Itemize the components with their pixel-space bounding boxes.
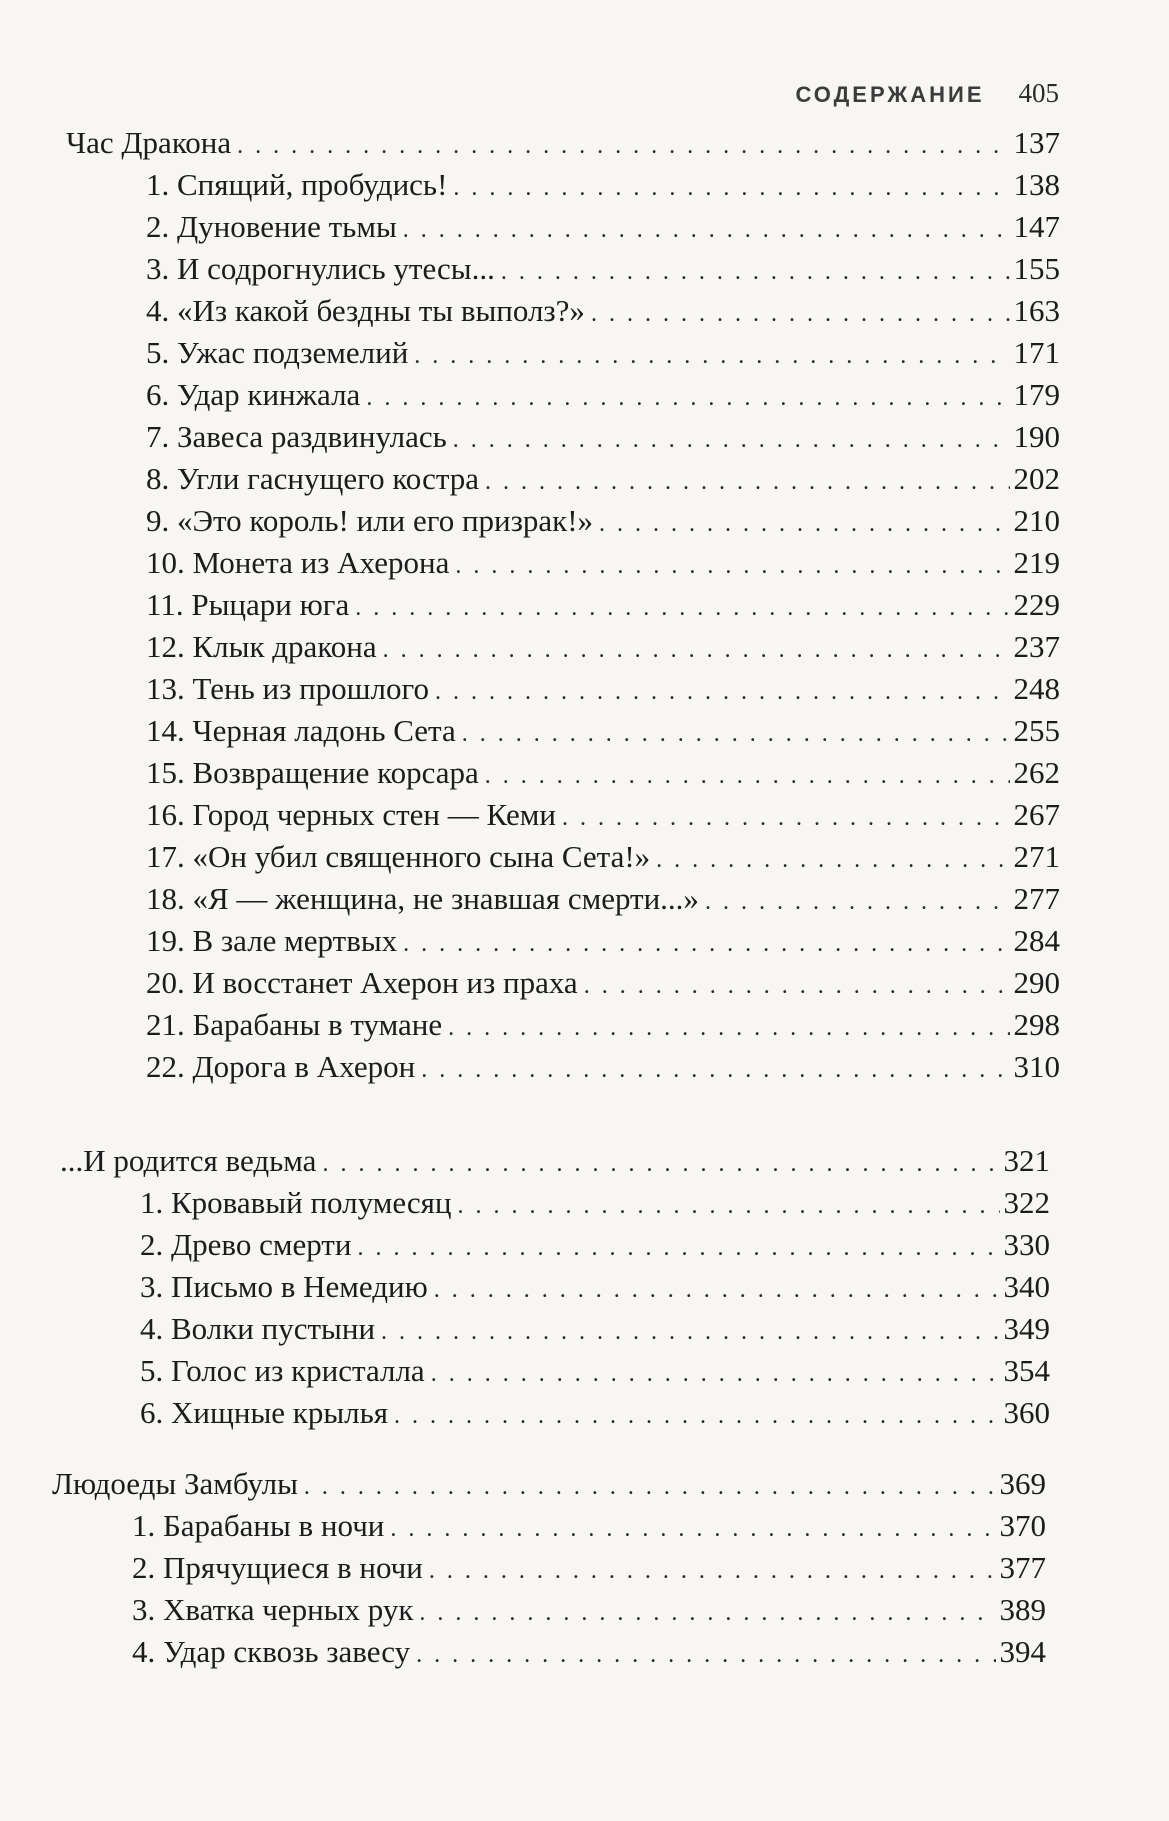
chapter-page: 179 [1013, 377, 1060, 412]
leader-dots [366, 377, 1009, 419]
chapter-page: 255 [1013, 713, 1060, 748]
leader-dots [501, 251, 1010, 293]
leader-dots [403, 209, 1010, 251]
chapter-title: 4. Удар сквозь завесу [132, 1634, 411, 1669]
chapter-row [66, 500, 1060, 542]
leader-dots [322, 1143, 999, 1185]
chapter-row [66, 1004, 1060, 1046]
chapter-row [52, 1547, 1046, 1589]
chapter-page: 155 [1013, 251, 1060, 286]
chapter-page: 267 [1013, 797, 1060, 832]
section-row [60, 1140, 1050, 1182]
chapter-row [60, 1392, 1050, 1434]
chapter-title: 7. Завеса раздвинулась [146, 419, 447, 454]
chapter-title: 14. Черная ладонь Сета [146, 713, 456, 748]
chapter-title: 4. «Из какой бездны ты выполз?» [146, 293, 585, 328]
chapter-page: 389 [999, 1592, 1046, 1627]
running-title: СОДЕРЖАНИЕ [795, 82, 985, 107]
chapter-row [66, 332, 1060, 374]
chapter-page: 340 [1003, 1269, 1050, 1304]
chapter-title: 3. Письмо в Немедию [140, 1269, 428, 1304]
chapter-title: 19. В зале мертвых [146, 923, 398, 958]
chapter-row [66, 962, 1060, 1004]
chapter-row [52, 1631, 1046, 1673]
toc-section [66, 122, 1060, 1088]
chapter-title: 3. Хватка черных рук [132, 1592, 414, 1627]
leader-dots [457, 1185, 999, 1227]
chapter-title: 5. Ужас подземелий [146, 335, 409, 370]
leader-dots [414, 335, 1009, 377]
chapter-page: 360 [1003, 1395, 1050, 1430]
leader-dots [453, 167, 1009, 209]
chapter-row [52, 1505, 1046, 1547]
leader-dots [485, 461, 1009, 503]
chapter-row [66, 542, 1060, 584]
chapter-page: 237 [1013, 629, 1060, 664]
leader-dots [304, 1466, 996, 1508]
leader-dots [429, 1550, 996, 1592]
chapter-row [66, 206, 1060, 248]
chapter-title: 2. Прячущиеся в ночи [132, 1550, 423, 1585]
toc-section [52, 1463, 1046, 1673]
leader-dots [394, 1395, 999, 1437]
chapter-title: 21. Барабаны в тумане [146, 1007, 443, 1042]
chapter-row [66, 668, 1060, 710]
chapter-row [66, 374, 1060, 416]
chapter-row [66, 458, 1060, 500]
leader-dots [435, 671, 1010, 713]
chapter-title: 17. «Он убил священного сына Сета!» [146, 839, 651, 874]
chapter-title: 5. Голос из кристалла [140, 1353, 425, 1388]
chapter-page: 310 [1013, 1049, 1060, 1084]
chapter-title: 12. Клык дракона [146, 629, 377, 664]
toc-section [60, 1140, 1050, 1434]
section-row [52, 1463, 1046, 1505]
chapter-row [66, 248, 1060, 290]
leader-dots [448, 1007, 1009, 1049]
leader-dots [431, 1353, 1000, 1395]
leader-dots [434, 1269, 1000, 1311]
leader-dots [237, 125, 1009, 167]
chapter-page: 248 [1013, 671, 1060, 706]
leader-dots [455, 545, 1009, 587]
section-page: 321 [1003, 1143, 1050, 1178]
chapter-page: 354 [1003, 1353, 1050, 1388]
chapter-title: 20. И восстанет Ахерон из праха [146, 965, 578, 1000]
chapter-page: 210 [1013, 503, 1060, 538]
leader-dots [416, 1634, 995, 1676]
chapter-page: 298 [1013, 1007, 1060, 1042]
chapter-title: 11. Рыцари юга [146, 587, 350, 622]
chapter-row [66, 1046, 1060, 1088]
chapter-title: 13. Тень из прошлого [146, 671, 429, 706]
leader-dots [383, 629, 1010, 671]
page-number: 405 [1018, 78, 1059, 108]
leader-dots [705, 881, 1010, 923]
chapter-title: 3. И содрогнулись утесы... [146, 251, 495, 286]
chapter-title: 2. Древо смерти [140, 1227, 352, 1262]
chapter-title: 10. Монета из Ахерона [146, 545, 450, 580]
leader-dots [381, 1311, 999, 1353]
chapter-page: 138 [1013, 167, 1060, 202]
leader-dots [390, 1508, 995, 1550]
chapter-row [66, 290, 1060, 332]
leader-dots [591, 293, 1010, 335]
chapter-title: 2. Дуновение тьмы [146, 209, 397, 244]
chapter-row [66, 752, 1060, 794]
chapter-row [60, 1182, 1050, 1224]
chapter-row [66, 710, 1060, 752]
chapter-row [60, 1308, 1050, 1350]
chapter-row [66, 836, 1060, 878]
chapter-page: 330 [1003, 1227, 1050, 1262]
chapter-title: 1. Кровавый полумесяц [140, 1185, 452, 1220]
chapter-page: 290 [1013, 965, 1060, 1000]
section-title: Час Дракона [66, 125, 232, 160]
chapter-row [60, 1224, 1050, 1266]
section-title: Людоеды Замбулы [52, 1466, 298, 1501]
chapter-page: 147 [1013, 209, 1060, 244]
chapter-row [60, 1350, 1050, 1392]
chapter-row [66, 164, 1060, 206]
section-page: 137 [1013, 125, 1060, 160]
chapter-title: 22. Дорога в Ахерон [146, 1049, 416, 1084]
leader-dots [403, 923, 1009, 965]
leader-dots [562, 797, 1010, 839]
chapter-page: 171 [1013, 335, 1060, 370]
leader-dots [357, 1227, 999, 1269]
chapter-page: 271 [1013, 839, 1060, 874]
chapter-row [66, 794, 1060, 836]
chapter-title: 1. Спящий, пробудись! [146, 167, 448, 202]
leader-dots [485, 755, 1010, 797]
chapter-page: 322 [1003, 1185, 1050, 1220]
section-page: 369 [999, 1466, 1046, 1501]
leader-dots [419, 1592, 995, 1634]
chapter-title: 18. «Я — женщина, не знавшая смерти...» [146, 881, 699, 916]
chapter-page: 190 [1013, 419, 1060, 454]
chapter-page: 370 [999, 1508, 1046, 1543]
chapter-title: 1. Барабаны в ночи [132, 1508, 385, 1543]
chapter-row [66, 416, 1060, 458]
chapter-row [60, 1266, 1050, 1308]
leader-dots [355, 587, 1009, 629]
chapter-page: 277 [1013, 881, 1060, 916]
chapter-page: 284 [1013, 923, 1060, 958]
chapter-page: 229 [1013, 587, 1060, 622]
chapter-row [66, 626, 1060, 668]
chapter-title: 6. Хищные крылья [140, 1395, 389, 1430]
section-row [66, 122, 1060, 164]
chapter-page: 262 [1013, 755, 1060, 790]
chapter-page: 349 [1003, 1311, 1050, 1346]
chapter-page: 219 [1013, 545, 1060, 580]
chapter-page: 163 [1013, 293, 1060, 328]
leader-dots [421, 1049, 1009, 1091]
leader-dots [462, 713, 1010, 755]
leader-dots [599, 503, 1009, 545]
chapter-title: 6. Удар кинжала [146, 377, 361, 412]
chapter-title: 9. «Это король! или его призрак!» [146, 503, 594, 538]
chapter-page: 377 [999, 1550, 1046, 1585]
chapter-title: 8. Угли гаснущего костра [146, 461, 480, 496]
section-title: ...И родится ведьма [60, 1143, 317, 1178]
chapter-title: 16. Город черных стен — Кеми [146, 797, 556, 832]
running-header [795, 78, 1059, 109]
chapter-title: 15. Возвращение корсара [146, 755, 479, 790]
leader-dots [584, 965, 1010, 1007]
chapter-row [66, 878, 1060, 920]
chapter-page: 394 [999, 1634, 1046, 1669]
leader-dots [656, 839, 1009, 881]
chapter-row [66, 920, 1060, 962]
leader-dots [453, 419, 1010, 461]
chapter-row [52, 1589, 1046, 1631]
chapter-row [66, 584, 1060, 626]
chapter-page: 202 [1013, 461, 1060, 496]
chapter-title: 4. Волки пустыни [140, 1311, 376, 1346]
